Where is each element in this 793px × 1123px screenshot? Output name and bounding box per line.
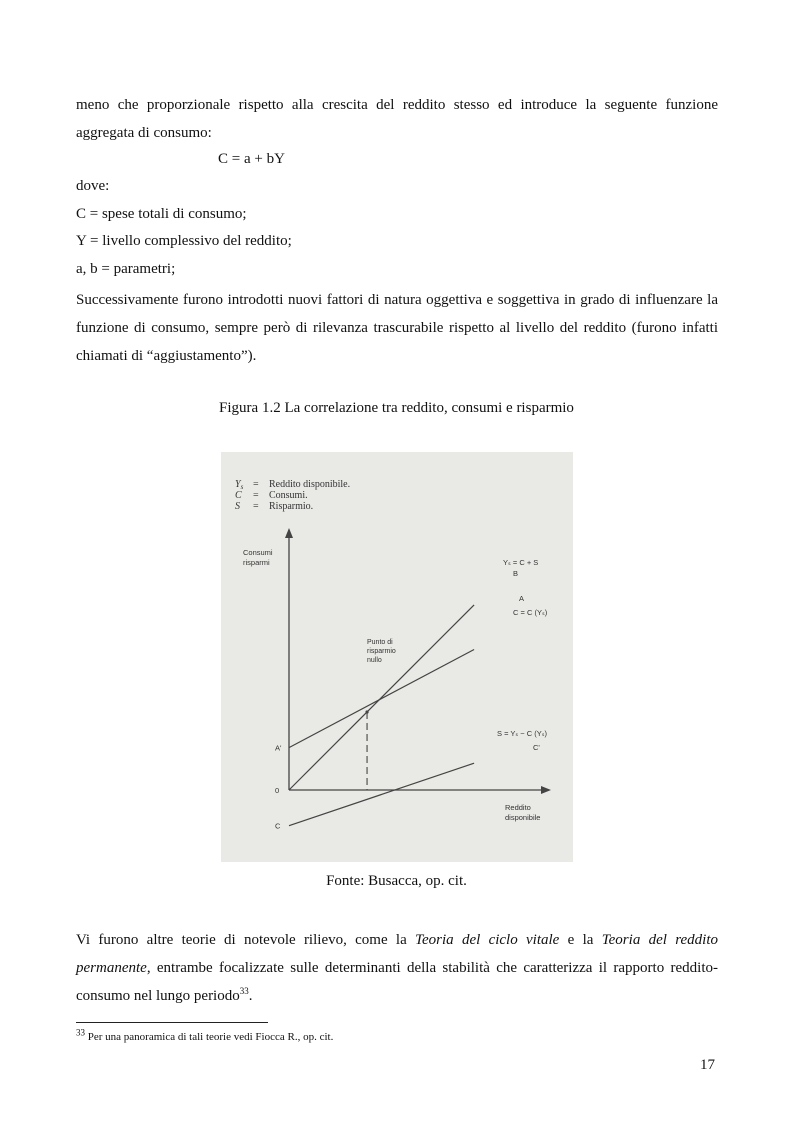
legend-entry: Reddito disponibile. (269, 479, 351, 490)
theory-permanent-income: Teoria del reddito permanente (76, 932, 718, 976)
series-line (289, 763, 474, 825)
definition-c: C = spese totali di consumo; (76, 206, 247, 222)
page-number: 17 (700, 1057, 715, 1073)
break-even-label: risparmio (367, 648, 396, 655)
legend-symbol: C (235, 490, 242, 501)
formula: C = a + bY (218, 151, 285, 167)
y-axis-tick-label: C (275, 821, 281, 831)
theories-text-1: Vi furono altre teorie di notevole rilievo, come la (76, 932, 416, 948)
break-even-point (365, 710, 368, 713)
footnote-reference[interactable]: 33 (239, 986, 249, 996)
series-line (289, 605, 474, 790)
x-axis-label: disponibile (505, 813, 541, 822)
theories-text-3: , entrambe focalizzate sulle determinanti della stabilità che caratterizza il rapporto reddito-consumo nel lungo periodo (76, 960, 718, 1004)
y-axis-tick-label: 0 (275, 786, 280, 795)
series-end-tag: C' (533, 743, 540, 752)
theory-life-cycle: Teoria del ciclo vitale (415, 932, 560, 948)
y-axis-label: Consumi (243, 548, 273, 557)
break-even-label: Punto di (367, 639, 393, 646)
theories-text-2: e la (559, 932, 602, 948)
y-axis-label: risparmi (243, 558, 270, 567)
y-axis-arrow (285, 528, 293, 538)
footnote-number: 33 (76, 1027, 85, 1038)
series-end-tag: B (513, 569, 519, 578)
definition-y: Y = livello complessivo del reddito; (76, 233, 292, 249)
dove-label: dove: (76, 178, 110, 194)
footnote-separator (76, 1022, 268, 1023)
paragraph-theories (76, 926, 718, 1010)
footnote-text: Per una panoramica di tali teorie vedi Fiocca R., op. cit. (85, 1031, 334, 1043)
figure-chart (221, 452, 573, 862)
chart-svg (221, 452, 573, 862)
series-end-tag: A (519, 594, 525, 603)
series-line (289, 650, 474, 748)
figure-source: Fonte: Busacca, op. cit. (326, 873, 467, 889)
legend-symbol: S (235, 501, 240, 512)
legend-separator: = (253, 490, 259, 501)
series-label: Yₛ = C + S (503, 558, 539, 567)
legend-separator: = (253, 501, 259, 512)
paragraph-adjustment: Successivamente furono introdotti nuovi fattori di natura oggettiva e soggettiva in grado di influenzare la funzione di consumo, sempre però di rilevanza trascurabile rispetto al livello del reddito (furono infatti chiamati di “aggiustamento”). (76, 292, 718, 364)
footnote (76, 1027, 334, 1043)
legend-entry: Consumi. (269, 490, 308, 501)
figure-caption: Figura 1.2 La correlazione tra reddito, consumi e risparmio (219, 400, 574, 416)
series-label: S = Yₛ − C (Yₛ) (497, 729, 548, 738)
definition-ab: a, b = parametri; (76, 261, 176, 277)
x-axis-arrow (541, 786, 551, 794)
theories-text-4: . (248, 988, 253, 1004)
series-label: C = C (Yₛ) (513, 608, 548, 617)
y-axis-tick-label: A' (275, 743, 282, 753)
legend-symbol: $Y_s$ (235, 479, 244, 491)
legend-entry: Risparmio. (269, 501, 314, 512)
legend-separator: = (253, 479, 259, 490)
x-axis-label: Reddito (505, 803, 531, 812)
paragraph-intro: meno che proporzionale rispetto alla crescita del reddito stesso ed introduce la seguente funzione aggregata di consumo: (76, 97, 718, 141)
break-even-label: nullo (367, 657, 382, 664)
